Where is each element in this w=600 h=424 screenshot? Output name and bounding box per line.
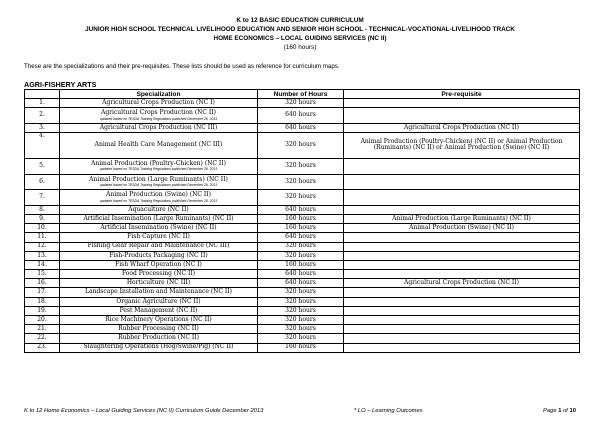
specialization-name: Fish-Products Packaging (NC II) xyxy=(109,251,208,259)
table-row xyxy=(25,108,580,124)
prerequisite-cell xyxy=(344,288,580,297)
specialization-name: Animal Health Care Management (NC III) xyxy=(94,141,223,149)
specialization-name: Agricultural Crops Production (NC I) xyxy=(102,98,215,106)
specialization-name: Aquaculture (NC II) xyxy=(128,205,189,213)
specialization-name: Landscape Installation and Maintenance (NC II) xyxy=(85,288,232,296)
page-of: of xyxy=(563,408,568,414)
row-number: 23. xyxy=(25,343,60,352)
specialization-cell xyxy=(60,224,258,233)
row-number: 2. xyxy=(25,108,60,124)
update-note: updated based on TESDA Training Regulations published December 28, 2013 xyxy=(99,198,218,203)
header-specialization: Specialization xyxy=(60,90,258,99)
table-row xyxy=(25,270,580,279)
row-number: 12. xyxy=(25,242,60,251)
table-row xyxy=(25,158,580,174)
specialization-name: Agricultural Crops Production (NC II) xyxy=(100,109,217,117)
specialization-cell xyxy=(60,260,258,269)
hours-cell: 320 hours xyxy=(258,288,344,297)
specialization-cell xyxy=(60,270,258,279)
curriculum-title: K to 12 BASIC EDUCATION CURRICULUM xyxy=(236,17,364,24)
table-row xyxy=(25,316,580,325)
header-hours: Number of Hours xyxy=(258,90,344,99)
row-number: 1. xyxy=(25,99,60,108)
table-row xyxy=(25,334,580,343)
specialization-cell xyxy=(60,343,258,352)
specialization-cell xyxy=(60,108,258,124)
table-row xyxy=(25,251,580,260)
prerequisite-cell xyxy=(344,316,580,325)
specialization-cell xyxy=(60,214,258,223)
hours-cell: 160 hours xyxy=(258,343,344,352)
hours-cell: 320 hours xyxy=(258,158,344,174)
specialization-name: Rubber Processing (NC II) xyxy=(118,325,199,333)
prerequisite-cell xyxy=(344,242,580,251)
specialization-name: Slaughtering Operations (Hog/Swine/Pig) (NC II) xyxy=(83,343,234,351)
page-number: 1 xyxy=(558,408,562,414)
prerequisite-cell xyxy=(344,190,580,206)
prerequisite-cell xyxy=(344,334,580,343)
table-row xyxy=(25,190,580,206)
hours-cell: 320 hours xyxy=(258,325,344,334)
course-hours: (160 hours) xyxy=(283,44,317,51)
table-row xyxy=(25,325,580,334)
row-number: 22. xyxy=(25,334,60,343)
page-total: 10 xyxy=(569,408,576,414)
footer-legend: * LO – Learning Outcomes xyxy=(354,408,423,414)
update-note: updated based on TESDA Training Regulations published December 28, 2013 xyxy=(99,183,218,188)
hours-cell: 640 hours xyxy=(258,279,344,288)
prerequisite-cell: Animal Production (Poultry-Chicken) (NC II) or Animal Production (Ruminants) (NC II) or Animal Production (Swine) (NC II) xyxy=(344,132,580,158)
hours-cell: 320 hours xyxy=(258,297,344,306)
hours-cell: 320 hours xyxy=(258,242,344,251)
specialization-name: Artificial Insemination (Large Ruminants) (NC II) xyxy=(83,214,234,222)
specialization-name: Animal Production (Poultry-Chicken) (NC II) xyxy=(91,160,226,168)
header-prerequisite: Pre-requisite xyxy=(344,90,580,99)
prerequisite-cell xyxy=(344,260,580,269)
hours-cell: 320 hours xyxy=(258,316,344,325)
hours-cell: 320 hours xyxy=(258,306,344,315)
table-row xyxy=(25,279,580,288)
specialization-cell xyxy=(60,306,258,315)
prerequisite-cell: Animal Production (Swine) (NC II) xyxy=(344,224,580,233)
row-number: 11. xyxy=(25,233,60,242)
prerequisite-cell xyxy=(344,306,580,315)
prerequisite-cell xyxy=(344,251,580,260)
specialization-cell xyxy=(60,279,258,288)
prerequisite-cell xyxy=(344,205,580,214)
specialization-cell xyxy=(60,242,258,251)
specialization-cell xyxy=(60,325,258,334)
footer-guide-title: K to 12 Home Economics – Local Guiding Services (NC II) Curriculum Guide December 2013 xyxy=(24,408,264,414)
table-row xyxy=(25,132,580,158)
specialization-cell xyxy=(60,99,258,108)
row-number: 10. xyxy=(25,224,60,233)
table-row xyxy=(25,214,580,223)
specialization-cell xyxy=(60,123,258,132)
specialization-name: Animal Production (Swine) (NC II) xyxy=(106,191,211,199)
specialization-cell xyxy=(60,190,258,206)
row-number: 18. xyxy=(25,297,60,306)
specialization-name: Fishing Gear Repair and Maintenance (NC III) xyxy=(87,242,230,250)
specialization-name: Rubber Production (NC II) xyxy=(118,334,199,342)
row-number: 14. xyxy=(25,260,60,269)
specialization-name: Agricultural Crops Production (NC III) xyxy=(99,123,218,131)
specialization-cell xyxy=(60,288,258,297)
prerequisite-cell xyxy=(344,158,580,174)
row-number: 20. xyxy=(25,316,60,325)
specialization-cell xyxy=(60,251,258,260)
update-note: updated based on TESDA Training Regulations published December 28, 2013 xyxy=(99,116,218,121)
specialization-table xyxy=(24,89,580,353)
row-number: 13. xyxy=(25,251,60,260)
table-row xyxy=(25,297,580,306)
prerequisite-cell xyxy=(344,297,580,306)
specialization-name: Artificial Insemination (Swine) (NC II) xyxy=(100,224,217,232)
hours-cell: 640 hours xyxy=(258,108,344,124)
table-row xyxy=(25,174,580,190)
specialization-name: Animal Production (Large Ruminants) (NC II) xyxy=(89,175,228,183)
table-row xyxy=(25,288,580,297)
table-row xyxy=(25,306,580,315)
intro-text: These are the specializations and their pre-requisites. These lists should be used as reference for curriculum maps. xyxy=(24,63,340,70)
header-number xyxy=(25,90,60,99)
prerequisite-cell xyxy=(344,233,580,242)
specialization-cell xyxy=(60,334,258,343)
track-title: JUNIOR HIGH SCHOOL TECHNICAL LIVELIHOOD EDUCATION AND SENIOR HIGH SCHOOL - TECHNICAL-VOCATIONAL-LIVELIHOOD TRACK xyxy=(85,26,515,33)
specialization-name: Fish Wharf Operation (NC I) xyxy=(115,260,202,268)
prerequisite-cell: Agricultural Crops Production (NC II) xyxy=(344,279,580,288)
prerequisite-cell xyxy=(344,99,580,108)
hours-cell: 640 hours xyxy=(258,205,344,214)
prerequisite-cell xyxy=(344,108,580,124)
specialization-cell xyxy=(60,316,258,325)
hours-cell: 640 hours xyxy=(258,270,344,279)
table-row xyxy=(25,99,580,108)
hours-cell: 320 hours xyxy=(258,99,344,108)
hours-cell: 640 hours xyxy=(258,233,344,242)
specialization-name: Fish Capture (NC II) xyxy=(127,233,190,241)
specialization-cell xyxy=(60,297,258,306)
specialization-cell xyxy=(60,132,258,158)
hours-cell: 160 hours xyxy=(258,224,344,233)
specialization-cell xyxy=(60,174,258,190)
specialization-name: Horticulture (NC III) xyxy=(126,279,191,287)
prerequisite-cell: Animal Production (Large Ruminants) (NC II) xyxy=(344,214,580,223)
table-header-row xyxy=(25,90,580,99)
document-header xyxy=(0,16,600,52)
prerequisite-cell xyxy=(344,174,580,190)
hours-cell: 320 hours xyxy=(258,190,344,206)
specialization-name: Pest Management (NC II) xyxy=(119,306,198,314)
row-number: 7. xyxy=(25,190,60,206)
specialization-name: Organic Agriculture (NC II) xyxy=(116,297,201,305)
row-number: 15. xyxy=(25,270,60,279)
hours-cell: 160 hours xyxy=(258,214,344,223)
specialization-cell xyxy=(60,158,258,174)
prerequisite-cell xyxy=(344,325,580,334)
row-number: 6. xyxy=(25,174,60,190)
hours-cell: 640 hours xyxy=(258,123,344,132)
row-number: 21. xyxy=(25,325,60,334)
table-row xyxy=(25,343,580,352)
row-number: 17. xyxy=(25,288,60,297)
hours-cell: 320 hours xyxy=(258,132,344,158)
table-row xyxy=(25,224,580,233)
table-row xyxy=(25,233,580,242)
hours-cell: 160 hours xyxy=(258,260,344,269)
specialization-cell xyxy=(60,233,258,242)
table-row xyxy=(25,123,580,132)
page-word: Page xyxy=(543,408,557,414)
specialization-cell xyxy=(60,205,258,214)
prerequisite-cell xyxy=(344,270,580,279)
hours-cell: 320 hours xyxy=(258,334,344,343)
row-number: 9. xyxy=(25,214,60,223)
specialization-name: Food Processing (NC II) xyxy=(121,269,196,277)
row-number: 3. xyxy=(25,123,60,132)
hours-cell: 320 hours xyxy=(258,174,344,190)
specialization-name: Rice Machinery Operations (NC II) xyxy=(105,315,212,323)
prerequisite-cell xyxy=(344,343,580,352)
table-row xyxy=(25,260,580,269)
table-row xyxy=(25,205,580,214)
update-note: updated based on TESDA Training Regulations published December 28, 2013 xyxy=(99,167,218,172)
row-number: 5. xyxy=(25,158,60,174)
page-indicator xyxy=(543,408,576,414)
table-row xyxy=(25,242,580,251)
table-body xyxy=(25,99,580,353)
row-number: 4. xyxy=(25,132,60,158)
row-number: 8. xyxy=(25,205,60,214)
hours-cell: 320 hours xyxy=(258,251,344,260)
course-title: HOME ECONOMICS – LOCAL GUIDING SERVICES (NC II) xyxy=(213,35,387,42)
row-number: 19. xyxy=(25,306,60,315)
prerequisite-cell: Agricultural Crops Production (NC II) xyxy=(344,123,580,132)
row-number: 16. xyxy=(25,279,60,288)
section-title: AGRI-FISHERY ARTS xyxy=(24,80,97,89)
